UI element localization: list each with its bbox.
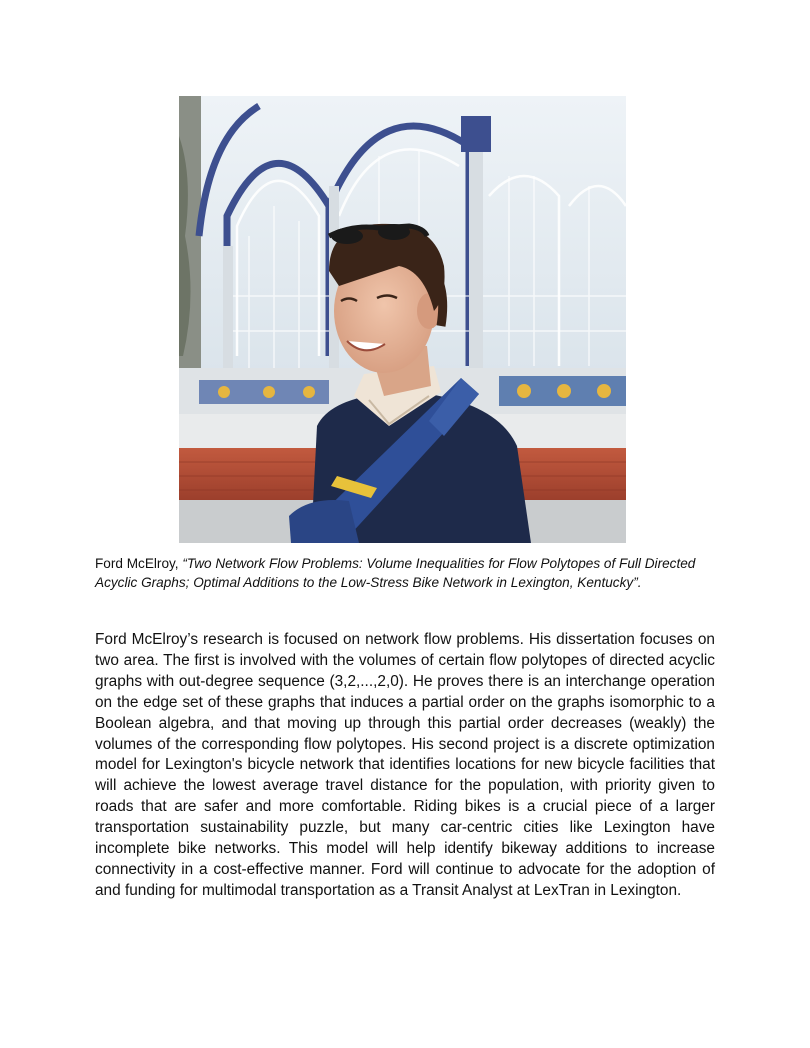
caption-dissertation-title: “Two Network Flow Problems: Volume Inequalities for Flow Polytopes of Full Directed Acyclic Graphs; Optimal Additions to the Low-Stress Bike Network in Lexington, Kentucky”. (95, 556, 696, 590)
research-description: Ford McElroy’s research is focused on network flow problems. His dissertation focuses on two area. The first is involved with the volumes of certain flow polytopes of directed acyclic graphs with out-degree sequence (3,2,...,2,0). He proves there is an interchange operation on the edge set of these graphs that induces a partial order on the graphs isomorphic to a Boolean algebra, and that moving up through this partial order decreases (weakly) the volumes of the corresponding flow polytopes. His second project is a discrete optimization model for Lexington's bicycle network that identifies locations for new bicycle facilities that will achieve the lowest average travel distance for the population, with priority given to roads that are safer and more comfortable. Riding bikes is a crucial piece of a larger transportation sustainability puzzle, but many car-centric cities like Lexington have incomplete bike networks. This model will help identify bikeway additions to increase connectivity in a cost-effective manner. Ford will continue to advocate for the adoption of and funding for multimodal transportation as a Transit Analyst at LexTran in Lexington. (95, 631, 715, 899)
caption-name: Ford McElroy, (95, 556, 179, 571)
photo-caption (95, 555, 715, 592)
portrait-photo (179, 96, 626, 543)
